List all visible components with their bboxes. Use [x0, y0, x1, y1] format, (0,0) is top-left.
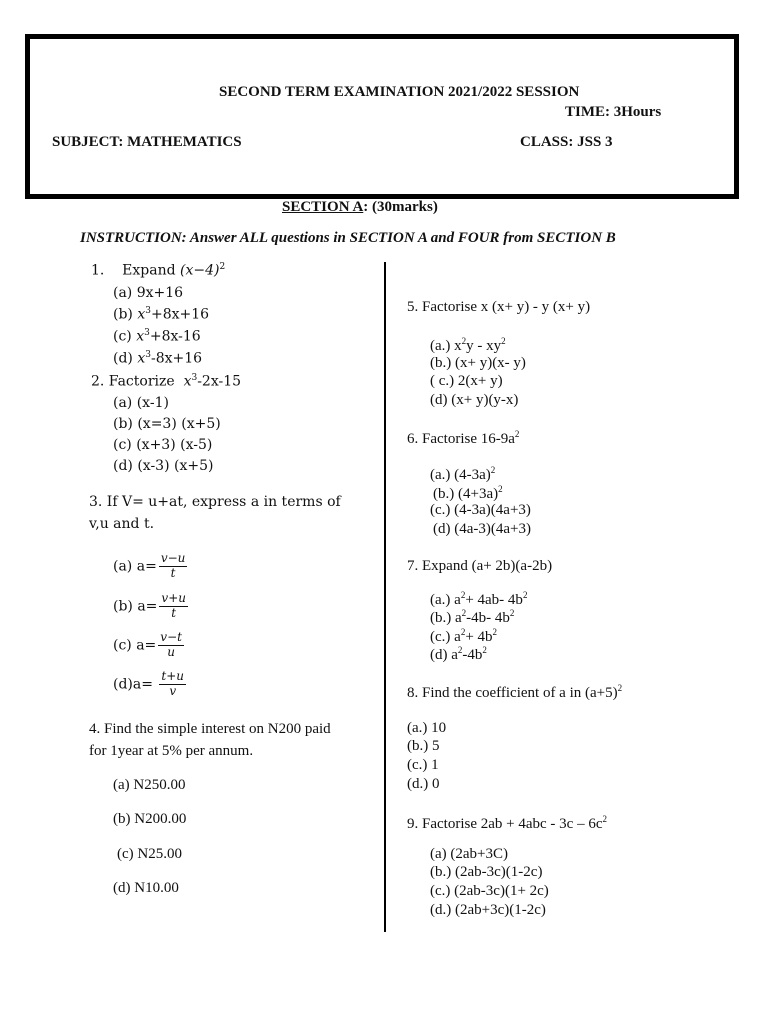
q6-stem [407, 429, 519, 448]
q7-a-pre: (a.) a [430, 592, 461, 608]
q8-option-b: (b.) 5 [407, 738, 440, 754]
q3-a-fraction [159, 552, 188, 581]
exam-class: CLASS: JSS 3 [520, 134, 613, 150]
q1-option-a: (a) 9x+16 [113, 285, 184, 301]
q1-b-rest: +8x+16 [150, 306, 210, 323]
q3-line2: v,u and t. [89, 516, 155, 532]
q2-option-d: (d) (x-3) (x+5) [113, 458, 214, 474]
q8-stem-exp: 2 [617, 683, 623, 693]
q2-option-a: (a) (x-1) [113, 395, 169, 411]
q7-d-pre: (d) a [430, 647, 458, 663]
q6-stem-exp: 2 [514, 429, 520, 439]
q5-option-b: (b.) (x+ y)(x- y) [430, 355, 526, 371]
q3-option-b [113, 592, 188, 621]
q3-a-numerator: v−u [160, 551, 186, 565]
q6-b-exp: 2 [498, 484, 503, 494]
q5-stem: 5. Factorise x (x+ y) - y (x+ y) [407, 299, 591, 315]
q4-line1: 4. Find the simple interest on N200 paid [89, 721, 331, 737]
q7-stem: 7. Expand (a+ 2b)(a-2b) [407, 558, 553, 574]
column-divider [384, 262, 386, 932]
q4-option-d: (d) N10.00 [113, 880, 179, 896]
q1-stem [91, 262, 225, 279]
exam-time: TIME: 3Hours [565, 104, 662, 120]
q4-line2: for 1year at 5% per annum. [89, 743, 254, 759]
q3-option-d [113, 670, 186, 699]
q1-d-rest: -8x+16 [150, 350, 203, 367]
q5-a-mid: y - xy [466, 338, 502, 354]
q6-a-text: (a.) (4-3a) [430, 467, 491, 483]
q7-option-d [430, 645, 487, 664]
q1-option-d [113, 350, 202, 367]
q2-stem-text: 2. Factorize [91, 373, 175, 390]
q6-option-c: (c.) (4-3a)(4a+3) [430, 502, 531, 518]
q1-b-exp: 3 [145, 306, 151, 316]
q1-c-exp: 3 [144, 328, 150, 338]
q7-d-mid: -4b [462, 647, 483, 663]
q7-b-exp1: 2 [461, 608, 467, 618]
q3-b-label: (b) a= [113, 598, 158, 615]
exam-subject: SUBJECT: MATHEMATICS [52, 134, 242, 150]
q3-d-denominator: v [169, 683, 177, 698]
q7-d-exp2: 2 [482, 645, 487, 655]
q3-b-fraction [159, 592, 188, 621]
q9-option-d: (d.) (2ab+3c)(1-2c) [430, 902, 546, 918]
q1-b-base: x [137, 306, 146, 323]
q3-c-label: (c) a= [113, 637, 157, 654]
q7-a-exp1: 2 [460, 590, 466, 600]
q1-expression-exp: 2 [219, 262, 226, 272]
q1-d-label: (d) [113, 350, 133, 367]
section-heading [282, 199, 438, 216]
q5-option-c: ( c.) 2(x+ y) [430, 373, 503, 389]
q3-option-a [113, 552, 187, 581]
q3-b-numerator: v+u [161, 591, 186, 605]
q3-c-denominator: u [167, 644, 175, 659]
q2-stem [91, 373, 241, 390]
q6-b-text: (b.) (4+3a) [433, 486, 499, 502]
q5-a-pre: (a.) x [430, 338, 462, 354]
q9-stem [407, 814, 607, 833]
q2-option-b: (b) (x=3) (x+5) [113, 416, 221, 432]
q9-option-a: (a) (2ab+3C) [430, 846, 509, 862]
q3-c-numerator: v−t [160, 630, 182, 644]
q3-d-fraction [159, 670, 186, 699]
q8-option-a: (a.) 10 [407, 720, 447, 736]
q1-stem-text: Expand [122, 262, 176, 279]
q1-expression: (x−4) [180, 262, 220, 279]
q7-option-a [430, 590, 527, 609]
q4-option-b: (b) N200.00 [113, 811, 187, 827]
q7-option-c [430, 627, 497, 646]
q3-a-denominator: t [170, 565, 176, 580]
q8-option-d: (d.) 0 [407, 776, 440, 792]
q6-stem-text: 6. Factorise 16-9a [407, 431, 515, 447]
q7-c-exp1: 2 [460, 627, 466, 637]
q7-c-exp2: 2 [492, 627, 498, 637]
q1-d-base: x [137, 350, 146, 367]
q3-option-c [113, 631, 184, 660]
q5-option-d: (d) (x+ y)(y-x) [430, 392, 519, 408]
q6-a-exp: 2 [490, 465, 496, 475]
q7-b-mid: -4b- 4b [466, 610, 510, 626]
q2-expr-exp: 3 [191, 373, 198, 383]
q1-option-c [113, 328, 201, 345]
exam-title: SECOND TERM EXAMINATION 2021/2022 SESSION [219, 84, 580, 100]
q1-option-b [113, 306, 209, 323]
q3-c-fraction [158, 631, 184, 660]
q7-b-exp2: 2 [509, 608, 515, 618]
q7-d-exp1: 2 [457, 645, 463, 655]
section-title: SECTION A [282, 199, 364, 215]
q9-stem-text: 9. Factorise 2ab + 4abc - 3c – 6c [407, 816, 603, 832]
section-marks: : (30marks) [363, 199, 438, 215]
q1-d-exp: 3 [145, 350, 151, 360]
q9-stem-exp: 2 [602, 814, 607, 824]
q7-c-pre: (c.) a [430, 629, 461, 645]
q9-option-c: (c.) (2ab-3c)(1+ 2c) [430, 883, 549, 899]
q7-a-mid: + 4ab- 4b [465, 592, 523, 608]
q3-a-label: (a) a= [113, 558, 157, 575]
q8-option-c: (c.) 1 [407, 757, 439, 773]
q3-b-denominator: t [171, 605, 177, 620]
q1-b-label: (b) [113, 306, 133, 323]
q1-c-base: x [136, 328, 145, 345]
q3-d-numerator: t+u [161, 669, 185, 683]
q7-c-mid: + 4b [465, 629, 493, 645]
q3-d-label: (d)a= [113, 676, 153, 693]
q6-option-d: (d) (4a-3)(4a+3) [433, 521, 531, 537]
q4-option-c: (c) N25.00 [117, 846, 182, 862]
q7-a-exp2: 2 [522, 590, 528, 600]
q7-option-b [430, 608, 514, 627]
q5-a-exp1: 2 [461, 336, 467, 346]
q6-option-a [430, 465, 495, 484]
q4-option-a: (a) N250.00 [113, 777, 186, 793]
q1-c-label: (c) [113, 328, 132, 345]
instruction-text: INSTRUCTION: Answer ALL questions in SECTION A and FOUR from SECTION B [80, 230, 616, 246]
q2-expr-base: x [183, 373, 192, 390]
q5-option-a [430, 336, 506, 355]
q7-b-pre: (b.) a [430, 610, 462, 626]
q2-option-c: (c) (x+3) (x-5) [113, 437, 213, 453]
q1-c-rest: +8x-16 [149, 328, 201, 345]
q5-a-exp2: 2 [501, 336, 506, 346]
q2-expr-rest: -2x-15 [197, 373, 242, 390]
q6-option-b [433, 484, 503, 503]
q9-option-b: (b.) (2ab-3c)(1-2c) [430, 864, 543, 880]
q3-line1: 3. If V= u+at, express a in terms of [89, 494, 341, 510]
q8-stem [407, 683, 622, 702]
q1-number: 1. [91, 262, 105, 279]
q8-stem-text: 8. Find the coefficient of a in (a+5) [407, 685, 618, 701]
